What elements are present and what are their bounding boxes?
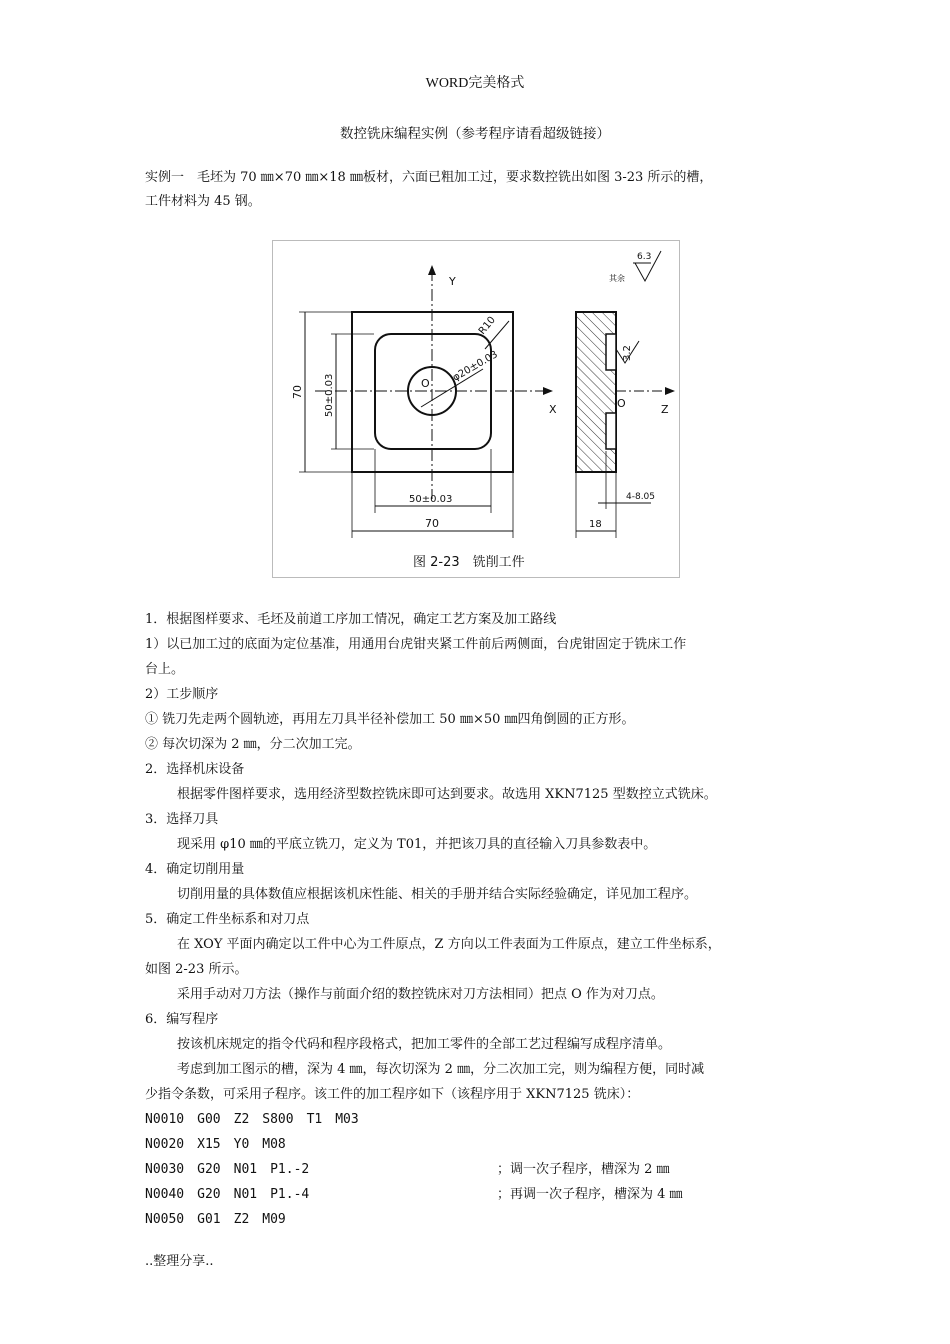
section-5-body-2: 采用手动对刀方法（操作与前面介绍的数控铣床对刀方法相同）把点 O 作为对刀点。	[177, 987, 664, 1002]
intro-line-1: 实例一 毛坯为 70 ㎜×70 ㎜×18 ㎜板材，六面已粗加工过，要求数控铣出如图 3-23 所示的槽，	[145, 170, 713, 185]
section-6-body-1: 按该机床规定的指令代码和程序段格式，把加工零件的全部工艺过程编写成程序清单。	[177, 1037, 672, 1052]
section-5-body-1-cont: 如图 2-23 所示。	[145, 962, 248, 977]
label-origin-side: O	[617, 397, 626, 410]
program-comment-3: ；调一次子程序，槽深为 2 ㎜	[497, 1162, 670, 1177]
label-y-axis: Y	[449, 275, 456, 288]
section-5-body-1: 在 XOY 平面内确定以工件中心为工件原点，Z 方向以工件表面为工件原点，建立工件坐标系，	[177, 937, 721, 952]
x-arrow	[543, 387, 553, 395]
section-5-heading: 5．确定工件坐标系和对刀点	[145, 912, 310, 927]
label-dim70-h: 70	[425, 517, 439, 530]
section-3-heading: 3．选择刀具	[145, 812, 219, 827]
label-origin-front: O	[421, 377, 430, 390]
label-ra32: 3.2	[622, 345, 633, 361]
program-line-1: N0010 G00 Z2 S800 T1 M03	[145, 1112, 359, 1127]
step-1: ① 铣刀先走两个圆轨迹，再用左刀具半径补偿加工 50 ㎜×50 ㎜四角倒圆的正方形。	[145, 712, 635, 727]
label-dim50-v: 50±0.03	[324, 373, 335, 417]
section-6-body-2-cont: 少指令条数，可采用子程序。该工件的加工程序如下（该程序用于 XKN7125 铣床）：	[145, 1087, 640, 1102]
section-6-heading: 6．编写程序	[145, 1012, 219, 1027]
side-slot-top	[606, 334, 616, 370]
program-comment-4: ；再调一次子程序，槽深为 4 ㎜	[497, 1187, 683, 1202]
section-6-body-2: 考虑到加工图示的槽，深为 4 ㎜，每次切深为 2 ㎜，分二次加工完，则为编程方便，同时减	[177, 1062, 705, 1077]
z-arrow	[665, 387, 675, 395]
label-dim4: 4-8.05	[626, 492, 656, 502]
figure-caption: 图 2-23 铣削工件	[413, 555, 525, 570]
program-line-2: N0020 X15 Y0 M08	[145, 1137, 286, 1152]
program-line-3: N0030 G20 N01 P1.-2	[145, 1162, 310, 1177]
side-slot-bot	[606, 413, 616, 449]
label-other: 其余	[609, 274, 625, 283]
section-1-item-1: 1）以已加工过的底面为定位基准，用通用台虎钳夹紧工件前后两侧面，台虎钳固定于铣床工作	[145, 637, 687, 652]
drawing-svg	[273, 241, 679, 577]
section-4-body: 切削用量的具体数值应根据该机床性能、相关的手册并结合实际经验确定，详见加工程序。	[177, 887, 698, 902]
page-header: WORD完美格式	[425, 76, 525, 91]
label-r10: R10	[476, 314, 498, 337]
section-2-body: 根据零件图样要求，选用经济型数控铣床即可达到要求。故选用 XKN7125 型数控立式铣床。	[177, 787, 717, 802]
figure-milled-workpiece	[272, 240, 680, 578]
label-dim70-v: 70	[291, 385, 304, 399]
program-line-4: N0040 G20 N01 P1.-4	[145, 1187, 310, 1202]
label-z-axis: Z	[661, 403, 669, 416]
section-1-heading: 1．根据图样要求、毛坯及前道工序加工情况，确定工艺方案及加工路线	[145, 612, 557, 627]
document-title: 数控铣床编程实例（参考程序请看超级链接）	[340, 126, 610, 142]
step-2: ② 每次切深为 2 ㎜，分二次加工完。	[145, 737, 361, 752]
y-arrow	[428, 265, 436, 275]
label-dim18: 18	[589, 519, 602, 530]
section-1-item-2: 2）工步顺序	[145, 687, 219, 702]
label-dia20: φ20±0.03	[451, 349, 500, 384]
section-1-item-1-cont: 台上。	[145, 662, 185, 677]
intro-line-2: 工件材料为 45 钢。	[145, 194, 261, 209]
section-4-heading: 4．确定切削用量	[145, 862, 245, 877]
label-x-axis: X	[549, 403, 557, 416]
section-2-heading: 2．选择机床设备	[145, 762, 245, 777]
page-footer: ..整理分享..	[145, 1254, 214, 1269]
section-3-body: 现采用 φ10 ㎜的平底立铣刀，定义为 T01，并把该刀具的直径输入刀具参数表中。	[177, 837, 657, 852]
label-ra63: 6.3	[637, 252, 652, 262]
program-line-5: N0050 G01 Z2 M09	[145, 1212, 286, 1227]
inner-pocket-50	[375, 334, 491, 449]
label-dim50-h: 50±0.03	[409, 494, 453, 505]
